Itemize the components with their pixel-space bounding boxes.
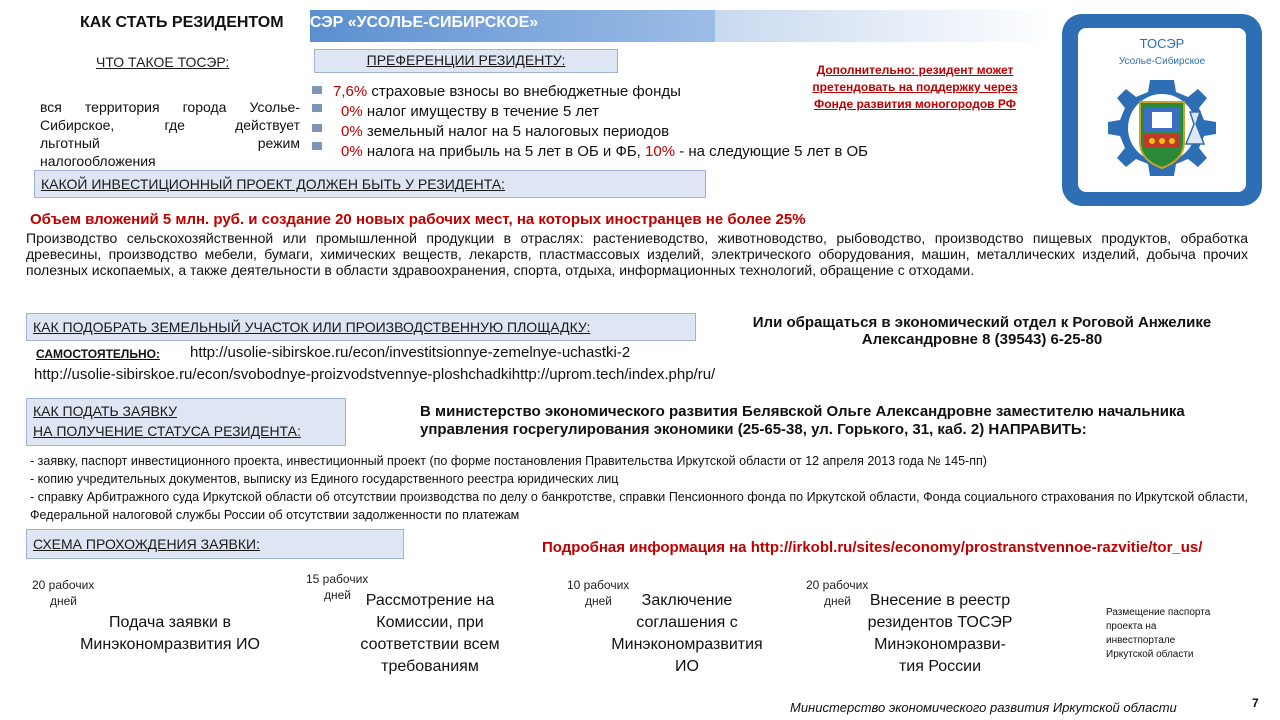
self-label: САМОСТОЯТЕЛЬНО: (36, 347, 160, 361)
step-duration-line1: 10 рабочих (567, 578, 630, 592)
contact-line1: Или обращаться в экономический отдел к Роговой Анжелике (752, 314, 1212, 331)
what-is-line3: льготный режим (40, 135, 300, 151)
what-is-heading: ЧТО ТАКОЕ ТОСЭР: (96, 54, 230, 70)
ministry-instructions (420, 403, 1185, 439)
preference-item (333, 122, 868, 142)
bullet-marker (312, 104, 322, 112)
what-is-text (40, 98, 300, 170)
what-is-line1: вся территория города Усолье- (40, 99, 300, 115)
step-line: резидентов ТОСЭР (867, 614, 1013, 631)
logo (1078, 28, 1246, 192)
logo-label-sub: Усолье-Сибирское (1118, 56, 1206, 67)
preferences-heading: ПРЕФЕРЕНЦИИ РЕЗИДЕНТУ: (314, 49, 618, 73)
bullet-marker (312, 124, 322, 132)
gear-emblem-icon (1092, 72, 1232, 188)
documents-list (30, 452, 1248, 524)
pref-text: налога на прибыль на 5 лет в ОБ и ФБ, (362, 143, 646, 160)
step-line: Рассмотрение на (365, 592, 495, 609)
ministry-line2: управления госрегулирования экономики (25-65-38, ул. Горького, 31, каб. 2) НАПРАВИТЬ: (420, 421, 1087, 438)
apply-heading-line2: НА ПОЛУЧЕНИЕ СТАТУСА РЕЗИДЕНТА: (33, 423, 301, 439)
title-part2: ТОСЭР «УСОЛЬЕ-СИБИРСКОЕ» (288, 14, 539, 31)
step-duration (32, 577, 94, 609)
step-duration-line1: 20 рабочих (806, 578, 869, 592)
land-link-2[interactable]: http://usolie-sibirskoe.ru/econ/svobodnye-proizvodstvennye-ploshchadkihttp://uprom.tech/index.php/ru/ (34, 366, 716, 383)
step-line: Внесение в реестр (869, 592, 1011, 609)
preference-item (333, 142, 868, 162)
title-banner-fade (715, 10, 1055, 42)
step-line: ИО (675, 658, 699, 675)
step-5-note (1106, 606, 1210, 662)
step-line: Минэкономразвития (611, 636, 763, 653)
step-duration-line1: 20 рабочих (32, 578, 95, 592)
step-duration-line1: 15 рабочих (306, 572, 369, 586)
step-line: Минэкономразвития ИО (80, 636, 260, 653)
step-duration-line2: дней (585, 594, 613, 608)
contact-line2: Александровне 8 (39543) 6-25-80 (861, 331, 1103, 348)
step-duration-line2: дней (824, 594, 852, 608)
project-heading: КАКОЙ ИНВЕСТИЦИОННЫЙ ПРОЕКТ ДОЛЖЕН БЫТЬ У РЕЗИДЕНТА: (34, 170, 706, 198)
scheme-heading: СХЕМА ПРОХОЖДЕНИЯ ЗАЯВКИ: (26, 529, 404, 559)
additional-line3: Фонде развития моногородов РФ (814, 97, 1016, 111)
step-line: Комиссии, при (376, 614, 484, 631)
note-line: Размещение паспорта (1106, 607, 1211, 618)
footer-ministry: Министерство экономического развития Иркутской области (790, 700, 1177, 715)
pref-text-2: - на следующие 5 лет в ОБ (675, 143, 868, 160)
step-line: соответствии всем (360, 636, 500, 653)
pref-value: 7,6% (333, 83, 368, 100)
logo-label-top: ТОСЭР (1139, 36, 1185, 51)
pref-value: 0% (341, 123, 363, 140)
title-part1: КАК СТАТЬ РЕЗИДЕНТОМ (80, 14, 284, 31)
step-line: Подача заявки в (109, 614, 231, 631)
apply-heading-line1: КАК ПОДАТЬ ЗАЯВКУ (33, 403, 177, 419)
pref-text: земельный налог на 5 налоговых периодов (362, 123, 670, 140)
step-3 (596, 590, 778, 678)
step-line: требованиям (381, 658, 479, 675)
project-text: Производство сельскохозяйственной или промышленной продукции в отраслях: растениеводство, животноводство, рыбоводство, производство пищевых продуктов, обработка древесины, производство мебели, бумаги, химических веществ, лекарств, пластмассовых изделий, электрического оборудования, машин, металлических изделий, добыча прочих полезных ископаемых, а также деятельности в области здравоохранения, спорта, отдыха, информационных технологий, обращение с отходами. (26, 230, 1248, 278)
step-line: тия России (898, 658, 982, 675)
pref-value: 0% (341, 143, 363, 160)
step-line: соглашения с (636, 614, 738, 631)
step-line: Минэкономразви- (874, 636, 1006, 653)
apply-heading (26, 398, 346, 446)
bullet-marker (312, 86, 322, 94)
pref-value-2: 10% (645, 143, 676, 160)
land-link-1[interactable]: http://usolie-sibirskoe.ru/econ/investitsionnye-zemelnye-uchastki-2 (190, 344, 631, 361)
info-link[interactable]: Подробная информация на http://irkobl.ru/sites/economy/prostranstvennoe-razvitie/tor_us/ (542, 539, 1203, 556)
pref-value: 0% (341, 103, 363, 120)
document-item: - справку Арбитражного суда Иркутской области об отсутствии производства по делу о банкротстве, справки Пенсионного фонда по Иркутской области, Фонда социального страхования по Иркутской области, Федеральной налоговой службы России об отсутствии задолженности по платежам (30, 490, 1248, 522)
land-heading: КАК ПОДОБРАТЬ ЗЕМЕЛЬНЫЙ УЧАСТОК ИЛИ ПРОИЗВОДСТВЕННУЮ ПЛОЩАДКУ: (26, 313, 696, 341)
additional-line2: претендовать на поддержку через (812, 80, 1018, 94)
project-requirement: Объем вложений 5 млн. руб. и создание 20 новых рабочих мест, на которых иностранцев не более 25% (30, 211, 806, 228)
bullet-marker (312, 142, 322, 150)
document-item: - копию учредительных документов, выписку из Единого государственного реестра юридических лиц (30, 472, 619, 486)
step-2 (340, 590, 520, 678)
step-line: Заключение (641, 592, 733, 609)
note-line: инвестпортале (1106, 635, 1176, 646)
what-is-line2: Сибирское, где действует (40, 117, 300, 133)
page-number: 7 (1252, 696, 1259, 710)
what-is-line4: налогообложения (40, 153, 156, 169)
pref-text: налог имуществу в течение 5 лет (362, 103, 599, 120)
step-4 (850, 590, 1030, 678)
additional-support-note (780, 62, 1050, 113)
note-line: Иркутской области (1106, 649, 1194, 660)
step-1 (50, 612, 290, 656)
page-title (80, 14, 538, 32)
step-duration-line2: дней (50, 594, 78, 608)
additional-line1: Дополнительно: резидент может (816, 63, 1014, 77)
land-contact (716, 314, 1248, 348)
note-line: проекта на (1106, 621, 1157, 632)
step-duration-line2: дней (324, 588, 352, 602)
pref-text: страховые взносы во внебюджетные фонды (367, 83, 681, 100)
document-item: - заявку, паспорт инвестиционного проекта, инвестиционный проект (по форме постановления Правительства Иркутской области от 12 апреля 2013 года № 145-пп) (30, 454, 987, 468)
ministry-line1: В министерство экономического развития Белявской Ольге Александровне заместителю начальника (420, 403, 1185, 420)
